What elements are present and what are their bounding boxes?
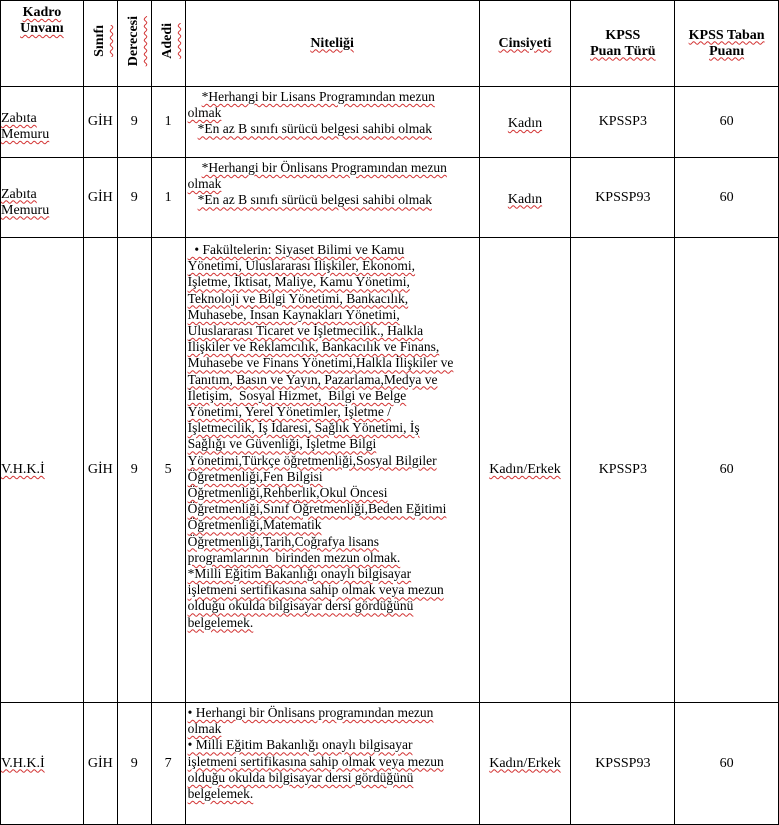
nitelik-line: işletmeni sertifikasına sahip olmak veya mezun [187, 582, 444, 598]
nitelik-line: Öğretmenliği,Rehberlik,Okul Öncesi [187, 485, 388, 501]
nitelik-line: Yönetimi, Yerel Yönetimler, İşletme / [187, 404, 391, 420]
cell-niteligi: *Herhangi bir Önlisans Programından mezun olmak *En az B sınıfı sürücü belgesi sahibi olmak [185, 158, 479, 238]
col-header-kadro-unvani: Kadro Unvanı [1, 1, 84, 87]
nitelik-line: belgelemek. [187, 614, 254, 630]
cell-kadro: Zabıta Memuru [1, 158, 84, 238]
col-header-cinsiyeti: Cinsiyeti [479, 1, 571, 87]
cell-puan-turu: KPSSP3 [571, 238, 675, 703]
cell-puan-turu: KPSSP3 [571, 87, 675, 158]
nitelik-line: Tanıtım, Basın ve Yayın, Pazarlama,Medya ve [187, 371, 438, 387]
nitelik-line: Öğretmenliği,Fen Bilgisi [187, 468, 323, 484]
col-header-adedi: Adedi [151, 1, 185, 87]
nitelik-line: Öğretmenliği,Sınıf Öğretmenliği,Beden Eğitimi [187, 501, 447, 517]
table-row [1, 238, 779, 703]
cell-cinsiyeti: Kadın [479, 87, 571, 158]
table-row [1, 703, 779, 825]
cell-derecesi: 9 [117, 703, 151, 825]
cell-taban-puani: 60 [675, 703, 779, 825]
cell-adedi: 1 [151, 87, 185, 158]
nitelik-line: • Herhangi bir Önlisans programından mezun [187, 705, 434, 720]
table-row [1, 158, 779, 238]
cell-kadro: Zabıta Memuru [1, 87, 84, 158]
nitelik-line: *Milli Eğitim Bakanlığı onaylı bilgisayar [187, 566, 412, 582]
nitelik-lines [188, 242, 477, 631]
col-header-sinifi: Sınıfı [83, 1, 117, 87]
cell-kadro: V.H.K.İ [1, 703, 84, 825]
nitelik-line: Yönetimi, Uluslararası İlişkiler, Ekonomi, [187, 258, 416, 274]
cell-sinifi: GİH [83, 703, 117, 825]
col-header-niteligi: Niteliği [185, 1, 479, 87]
cell-taban-puani: 60 [675, 158, 779, 238]
cell-adedi: 1 [151, 158, 185, 238]
cell-sinifi: GİH [83, 87, 117, 158]
nitelik-line: İletişim, Sosyal Hizmet, Bilgi ve Belge [187, 387, 407, 403]
cell-niteligi [185, 238, 479, 703]
nitelik-line: Teknoloji ve Bilgi Yönetimi, Bankacılık, [187, 290, 409, 306]
col-header-derecesi: Derecesi [117, 1, 151, 87]
cell-adedi: 7 [151, 703, 185, 825]
nitelik-line: işletmeni sertifikasına sahip olmak veya mezun [187, 753, 444, 769]
nitelik-line: Öğretmenliği,Tarih,Coğrafya lisans [187, 533, 380, 549]
nitelik-line: Yönetimi,Türkçe öğretmenliği,Sosyal Bilgiler [187, 452, 437, 468]
col-header-kpss-taban-puani: KPSS Taban Puanı [675, 1, 779, 87]
cell-derecesi: 9 [117, 87, 151, 158]
cell-kadro: V.H.K.İ [1, 238, 84, 703]
cell-taban-puani: 60 [675, 87, 779, 158]
cell-niteligi: *Herhangi bir Lisans Programından mezun olmak *En az B sınıfı sürücü belgesi sahibi olmak [185, 87, 479, 158]
cell-niteligi [185, 703, 479, 825]
cell-derecesi: 9 [117, 238, 151, 703]
nitelik-line: Uluslararası Ticaret ve İşletmecilik., Halkla [187, 323, 424, 339]
nitelik-line: İşletmecilik, İş İdaresi, Sağlık Yönetimi, İş [187, 420, 420, 436]
nitelik-line: olduğu okulda bilgisayar dersi gördüğünü [187, 769, 414, 785]
cell-puan-turu: KPSSP93 [571, 703, 675, 825]
nitelik-line: Muhasebe, İnsan Kaynakları Yönetimi, [187, 306, 400, 322]
nitelik-line: olmak [187, 721, 222, 737]
cell-cinsiyeti: Kadın/Erkek [479, 703, 571, 825]
nitelik-line: • Milli Eğitim Bakanlığı onaylı bilgisayar [187, 737, 413, 753]
cell-adedi: 5 [151, 238, 185, 703]
nitelik-line: • Fakültelerin: Siyaset Bilimi ve Kamu [187, 242, 405, 257]
cell-sinifi: GİH [83, 238, 117, 703]
cell-taban-puani: 60 [675, 238, 779, 703]
cell-cinsiyeti: Kadın/Erkek [479, 238, 571, 703]
nitelik-line: İşletme, İktisat, Maliye, Kamu Yönetimi, [187, 274, 410, 290]
nitelik-line: Öğretmenliği,Matematik [187, 517, 322, 533]
nitelik-line: İlişkiler ve Reklamcılık, Bankacılık ve Finans, [187, 339, 440, 355]
nitelik-line: Muhasebe ve Finans Yönetimi,Halkla İlişkiler ve [187, 355, 454, 371]
cell-sinifi: GİH [83, 158, 117, 238]
nitelik-line: Sağlığı ve Güvenliği, İşletme Bilgi [187, 436, 377, 452]
col-header-kpss-puan-turu: KPSS Puan Türü [571, 1, 675, 87]
nitelik-line: olduğu okulda bilgisayar dersi gördüğünü [187, 598, 414, 614]
nitelik-line: belgelemek. [187, 786, 254, 802]
cell-puan-turu: KPSSP93 [571, 158, 675, 238]
nitelik-lines [188, 705, 477, 802]
cell-derecesi: 9 [117, 158, 151, 238]
header-row [1, 1, 779, 87]
table-row [1, 87, 779, 158]
cell-cinsiyeti: Kadın [479, 158, 571, 238]
nitelik-line: programlarının birinden mezun olmak. [187, 549, 401, 565]
